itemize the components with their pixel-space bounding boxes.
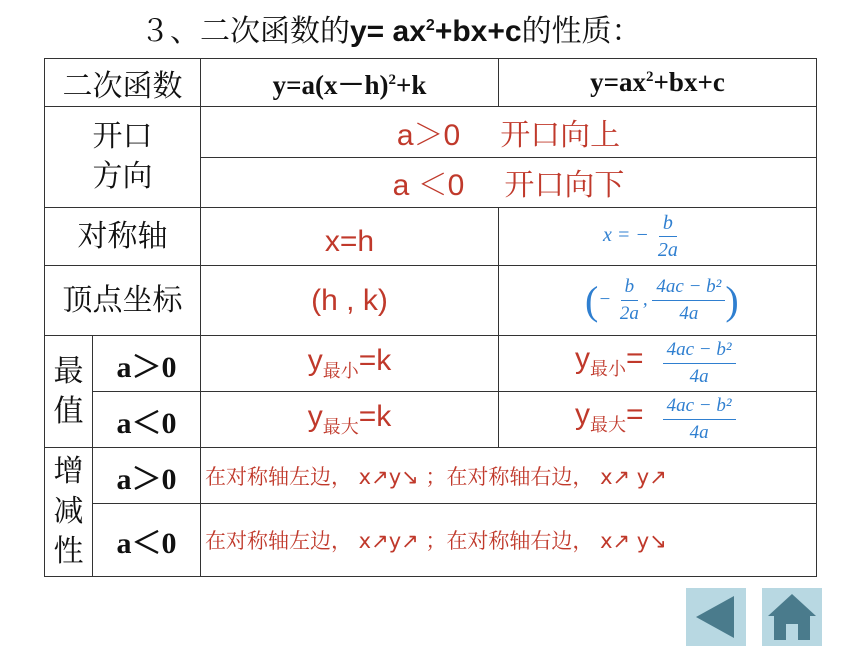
monotonic-cond-positive: a＞0 <box>93 448 201 504</box>
opening-values <box>201 107 817 208</box>
header-function-label: 二次函数 <box>45 59 201 107</box>
extremum-cond-negative: a＜0 <box>93 392 201 448</box>
monotonic-row-1 <box>45 448 817 504</box>
opening-row <box>45 107 817 208</box>
monotonic-text-negative: 在对称轴左边， x↗y↗ ；在对称轴右边， x↗ y↘ <box>201 504 817 577</box>
title-formula: y= ax <box>350 15 426 48</box>
header-row <box>45 59 817 107</box>
extremum-min-general: $y_{最小}=$ $\frac{\text{4ac − b²}}{4a}$ <box>499 336 817 392</box>
vertex-label: 顶点坐标 <box>45 266 201 336</box>
extremum-row-2 <box>45 392 817 448</box>
extremum-min-vertex: $y_{最小}=k$ <box>201 336 499 392</box>
back-button[interactable] <box>686 588 746 646</box>
opening-label: 开口 方向 <box>45 107 201 208</box>
monotonic-row-2 <box>45 504 817 577</box>
home-button[interactable] <box>762 588 822 646</box>
vertex-row <box>45 266 817 336</box>
extremum-row-1 <box>45 336 817 392</box>
title-formula-sup: 2 <box>425 17 435 34</box>
opening-down: a ＜0 开口向下 <box>392 169 625 203</box>
title-suffix: 的性质： <box>521 14 642 49</box>
header-vertex-form: $y=a(x-h)^2+k$ <box>201 59 499 107</box>
extremum-max-vertex: $y_{最大}=k$ <box>201 392 499 448</box>
title-prefix: ３、二次函数的 <box>140 14 350 49</box>
home-icon <box>762 588 822 646</box>
monotonic-label: 增 减 性 <box>45 448 93 577</box>
vertex-general-form: (− $\frac{b}{2a}$ , $\frac{\text{4ac − b²}}{4a}$ ) <box>499 266 817 336</box>
extremum-label: 最 值 <box>45 336 93 448</box>
axis-vertex-form: x=h <box>201 208 499 266</box>
extremum-cond-positive: a＞0 <box>93 336 201 392</box>
page-title <box>140 6 740 49</box>
extremum-max-general: $y_{最大}=$ $\frac{\text{4ac − b²}}{4a}$ <box>499 392 817 448</box>
axis-label: 对称轴 <box>45 208 201 266</box>
properties-table <box>44 58 817 577</box>
title-formula-tail: +bx+c <box>434 15 522 48</box>
back-arrow-icon <box>686 588 746 646</box>
opening-up: a＞0 开口向上 <box>201 107 816 158</box>
vertex-vertex-form: (h , k) <box>201 266 499 336</box>
axis-general-form: x = − $\frac{b}{2a}$ <box>499 208 817 266</box>
header-general-form: $y=ax^2+bx+c$ <box>499 59 817 107</box>
monotonic-cond-negative: a＜0 <box>93 504 201 577</box>
axis-row <box>45 208 817 266</box>
monotonic-text-positive: 在对称轴左边， x↗y↘ ；在对称轴右边， x↗ y↗ <box>201 448 817 504</box>
